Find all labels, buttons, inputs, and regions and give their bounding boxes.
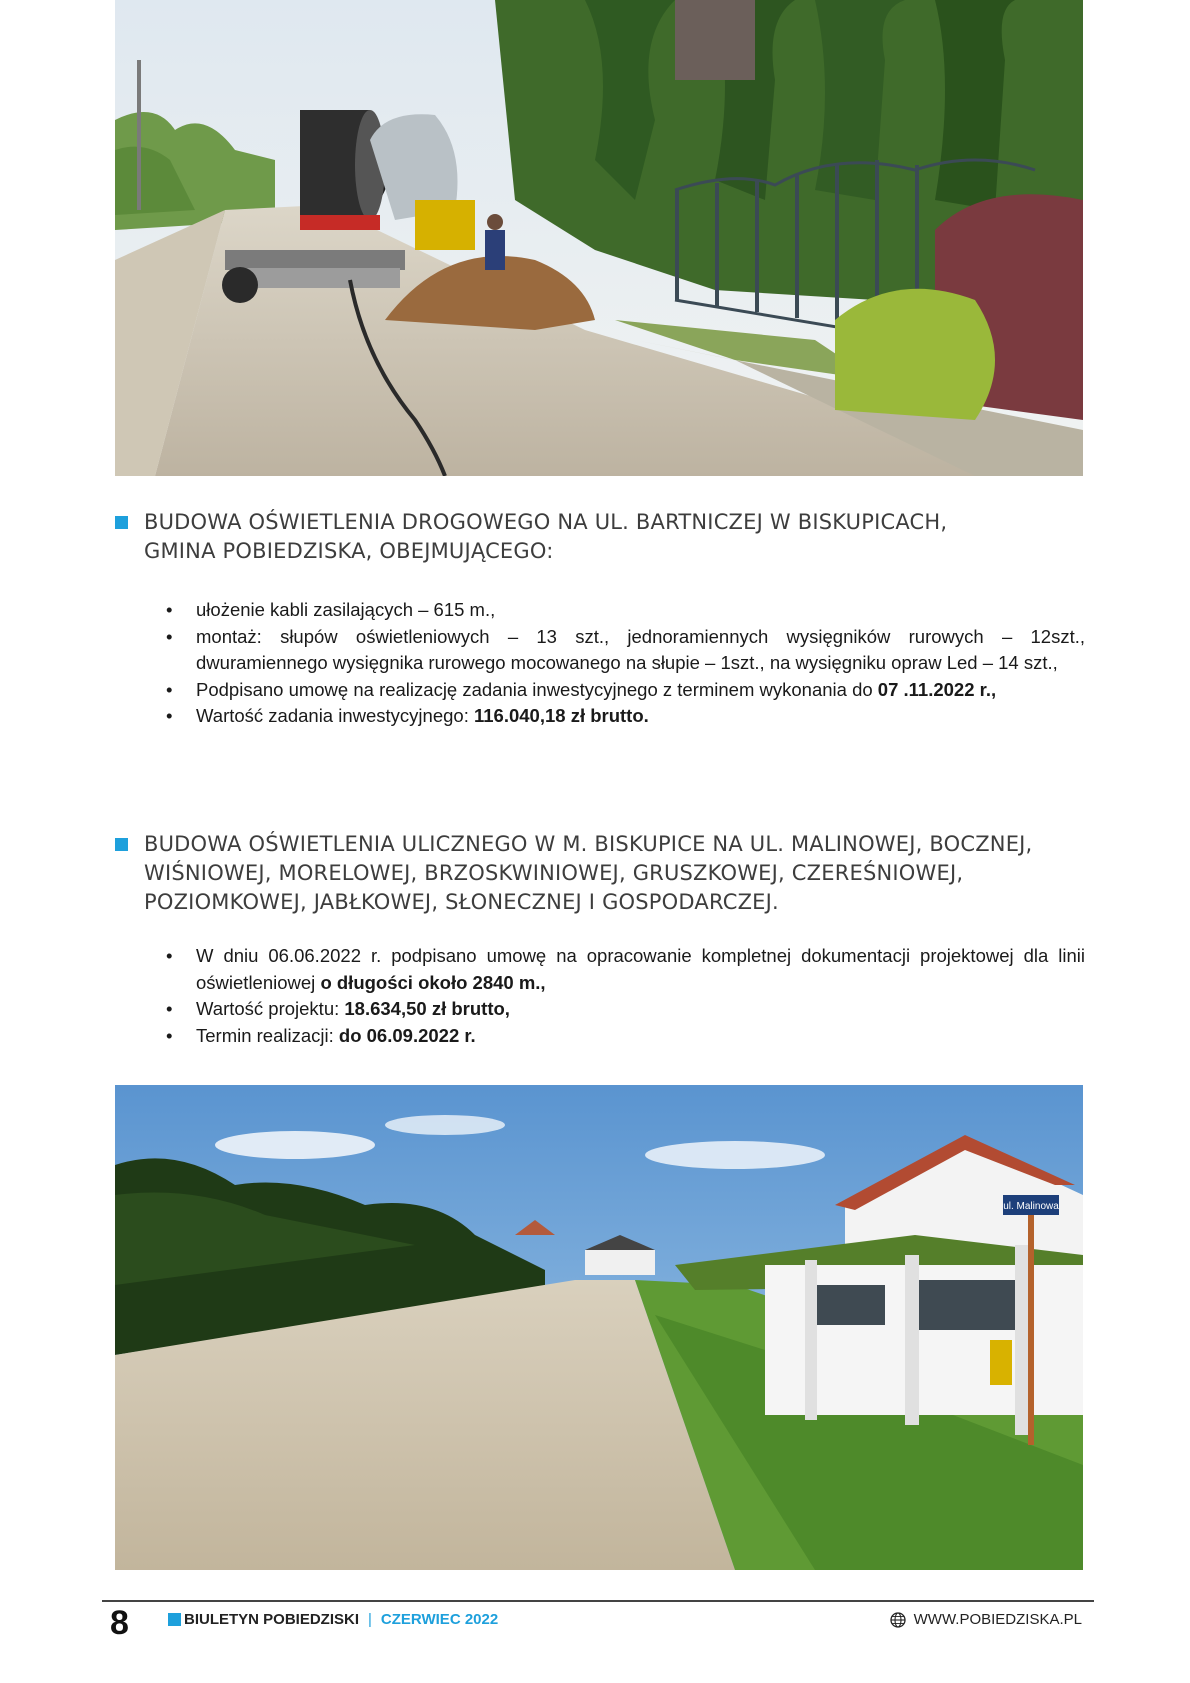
globe-icon [890, 1612, 906, 1628]
list-item: • Termin realizacji: do 06.09.2022 r. [165, 1023, 1085, 1050]
footer-publication [168, 1611, 498, 1628]
list-item: • W dniu 06.06.2022 r. podpisano umowę na opracowanie kompletnej dokumentacji projektowej dla linii oświetleniowej o długości około 2840 m., [165, 943, 1085, 996]
heading-line: WIŚNIOWEJ, MORELOWEJ, BRZOSKWINIOWEJ, GRUSZKOWEJ, CZEREŚNIOWEJ, [144, 861, 964, 885]
bullet-list-bartnicza [165, 597, 1085, 730]
page-number: 8 [110, 1604, 129, 1642]
square-bullet-icon [115, 516, 128, 529]
website-url[interactable]: WWW.POBIEDZISKA.PL [913, 1611, 1082, 1628]
heading-line: POZIOMKOWEJ, JABŁKOWEJ, SŁONECZNEJ I GOSPODARCZEJ. [144, 890, 779, 914]
list-item: • Wartość zadania inwestycyjnego: 116.040,18 zł brutto. [165, 703, 1085, 730]
square-bullet-icon [115, 838, 128, 851]
photo-biskupice-street [115, 1085, 1083, 1570]
bullet-list-biskupice [165, 943, 1085, 1049]
list-item: • Wartość projektu: 18.634,50 zł brutto, [165, 996, 1085, 1023]
publication-name: BIULETYN POBIEDZISKI [184, 1611, 360, 1628]
heading-line: BUDOWA OŚWIETLENIA DROGOWEGO NA UL. BARTNICZEJ W BISKUPICACH, [144, 510, 948, 534]
footer-separator: | [368, 1611, 372, 1628]
heading-line: BUDOWA OŚWIETLENIA ULICZNEGO W M. BISKUPICE NA UL. MALINOWEJ, BOCZNEJ, [144, 832, 1033, 856]
section-heading-bartnicza [115, 508, 1075, 566]
photo-cable-laying [115, 0, 1083, 476]
list-item: • Podpisano umowę na realizację zadania inwestycyjnego z terminem wykonania do 07 .11.2022 r., [165, 677, 1085, 704]
heading-line: GMINA POBIEDZISKA, OBEJMUJĄCEGO: [144, 539, 554, 563]
issue-date: CZERWIEC 2022 [380, 1611, 499, 1628]
footer-divider [102, 1600, 1094, 1602]
section-heading-biskupice [115, 830, 1075, 917]
list-item: • montaż: słupów oświetleniowych – 13 szt., jednoramiennych wysięgników rurowych – 12szt., dwuramiennego wysięgnika rurowego mocowanego na słupie – 1szt., na wysięgniku opraw Led – 14 szt., [165, 624, 1085, 677]
list-item: • ułożenie kabli zasilających – 615 m., [165, 597, 1085, 624]
square-bullet-icon [168, 1613, 181, 1626]
street-sign-text: ul. Malinowa [1003, 1201, 1059, 1212]
footer-website[interactable] [890, 1611, 1082, 1628]
